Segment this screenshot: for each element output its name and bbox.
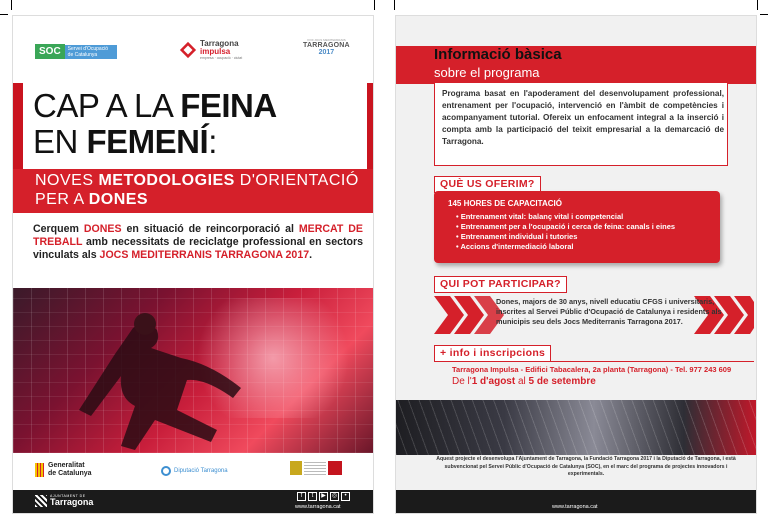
gobierno-logo bbox=[290, 461, 342, 475]
shield-icon bbox=[290, 461, 302, 475]
page-title-line-2: EN FEMENÍ: bbox=[33, 123, 217, 160]
list-item: • Entrenament per a l'ocupació i cerca de feina: canals i eines bbox=[456, 222, 675, 232]
ajuntament-tarragona-logo: AJUNTAMENT DE Tarragona bbox=[35, 494, 93, 507]
crop-mark bbox=[374, 0, 375, 10]
list-item: • Entrenament individual i tutories bbox=[456, 232, 675, 242]
oferim-heading: QUÈ US OFERIM? bbox=[434, 176, 541, 193]
info-text: Programa basat en l'apoderament del desenvolupament professional, entrenament per l'ocupació, intervenció en l'àmbit de competències i acompanyament tutorial. Ofereix un enfocament integral a la inserció i compta amb la participació del teixit empresarial a la demarcació de Tarragona. bbox=[442, 89, 724, 146]
subtitle-line-2: PER A DONES bbox=[35, 191, 149, 208]
title-accent-left bbox=[13, 83, 23, 175]
qui-text: Dones, majors de 30 anys, nivell educatiu CFGS i universitaris, inscrites al Servei Públic d'Ocupació de Catalunya i residents als municipis seu dels Jocs Mediterranis Tarragona 2017. bbox=[496, 297, 722, 326]
divider bbox=[436, 361, 754, 362]
list-item: • Entrenament vital: balanç vital i competencial bbox=[456, 212, 675, 222]
credit-text: Aquest projecte el desenvolupa l'Ajuntament de Tarragona, la Fundació Tarragona 2017 i la Diputació de Tarragona, i està subvencionat pel Servei Públic d'Ocupació de Catalunya (SOC), en el marc del programa de projectes innovadors i experimentals. bbox=[436, 456, 736, 477]
oferim-title: 145 HORES DE CAPACITACIÓ bbox=[448, 199, 562, 208]
subtitle-line-1: NOVES METODOLOGIES D'ORIENTACIÓ bbox=[35, 172, 359, 189]
generalitat-logo: Generalitat de Catalunya bbox=[35, 462, 92, 478]
crop-mark bbox=[0, 14, 8, 15]
diputacio-icon bbox=[161, 466, 171, 476]
athlete-photo bbox=[13, 288, 373, 453]
intro-paragraph: Cerquem DONES en situació de reincorporació al MERCAT DE TREBALL amb necessitats de reciclatge professional en sectors vinculats als JOCS MEDITERRANIS TARRAGONA 2017. bbox=[33, 223, 363, 261]
flickr-icon[interactable]: • bbox=[341, 492, 350, 501]
back-page bbox=[396, 16, 756, 513]
oferim-list bbox=[456, 212, 675, 252]
front-page bbox=[13, 16, 373, 513]
senyera-icon bbox=[35, 463, 44, 477]
twitter-icon[interactable]: t bbox=[308, 492, 317, 501]
list-item: • Accions d'intermediació laboral bbox=[456, 242, 675, 252]
tarragona-impulsa-logo: Tarragona impulsa empresa · ocupació · ciutat bbox=[179, 40, 242, 60]
crop-mark bbox=[757, 0, 758, 10]
registration-dates: De l'1 d'agost al 5 de setembre bbox=[452, 376, 596, 387]
section-title: Informació bàsica bbox=[434, 46, 562, 63]
youtube-icon[interactable]: ▶ bbox=[319, 492, 328, 501]
contact-address: Tarragona Impulsa - Edifici Tabacalera, 2a planta (Tarragona) - Tel. 977 243 609 bbox=[452, 365, 732, 374]
tarragona-icon bbox=[35, 495, 47, 507]
qui-heading: QUI POT PARTICIPAR? bbox=[434, 276, 567, 293]
instagram-icon[interactable]: ◎ bbox=[331, 493, 338, 499]
crop-mark bbox=[11, 0, 12, 10]
diputacio-logo: Diputació Tarragona bbox=[161, 466, 228, 476]
contact-heading: + info i inscripcions bbox=[434, 345, 551, 362]
jocs-mediterranis-logo: XVIII JOCS MEDITERRANIS TARRAGONA 2017 bbox=[303, 38, 350, 56]
facebook-icon[interactable]: f bbox=[297, 492, 306, 501]
athlete-silhouette bbox=[13, 288, 373, 453]
website-link[interactable]: www.tarragona.cat bbox=[552, 504, 598, 510]
crop-mark bbox=[394, 0, 395, 10]
social-icons bbox=[297, 492, 350, 501]
section-subtitle: sobre el programa bbox=[434, 65, 540, 80]
website-link[interactable]: www.tarragona.cat bbox=[295, 504, 341, 510]
swimmer-photo bbox=[396, 400, 756, 455]
title-accent-right bbox=[367, 83, 373, 175]
soc-logo: SOC Servei d'Ocupació de Catalunya bbox=[35, 44, 117, 59]
crop-mark bbox=[760, 14, 768, 15]
tarragona-impulsa-icon bbox=[179, 41, 197, 59]
page-title-line-1: CAP A LA FEINA bbox=[33, 87, 277, 124]
